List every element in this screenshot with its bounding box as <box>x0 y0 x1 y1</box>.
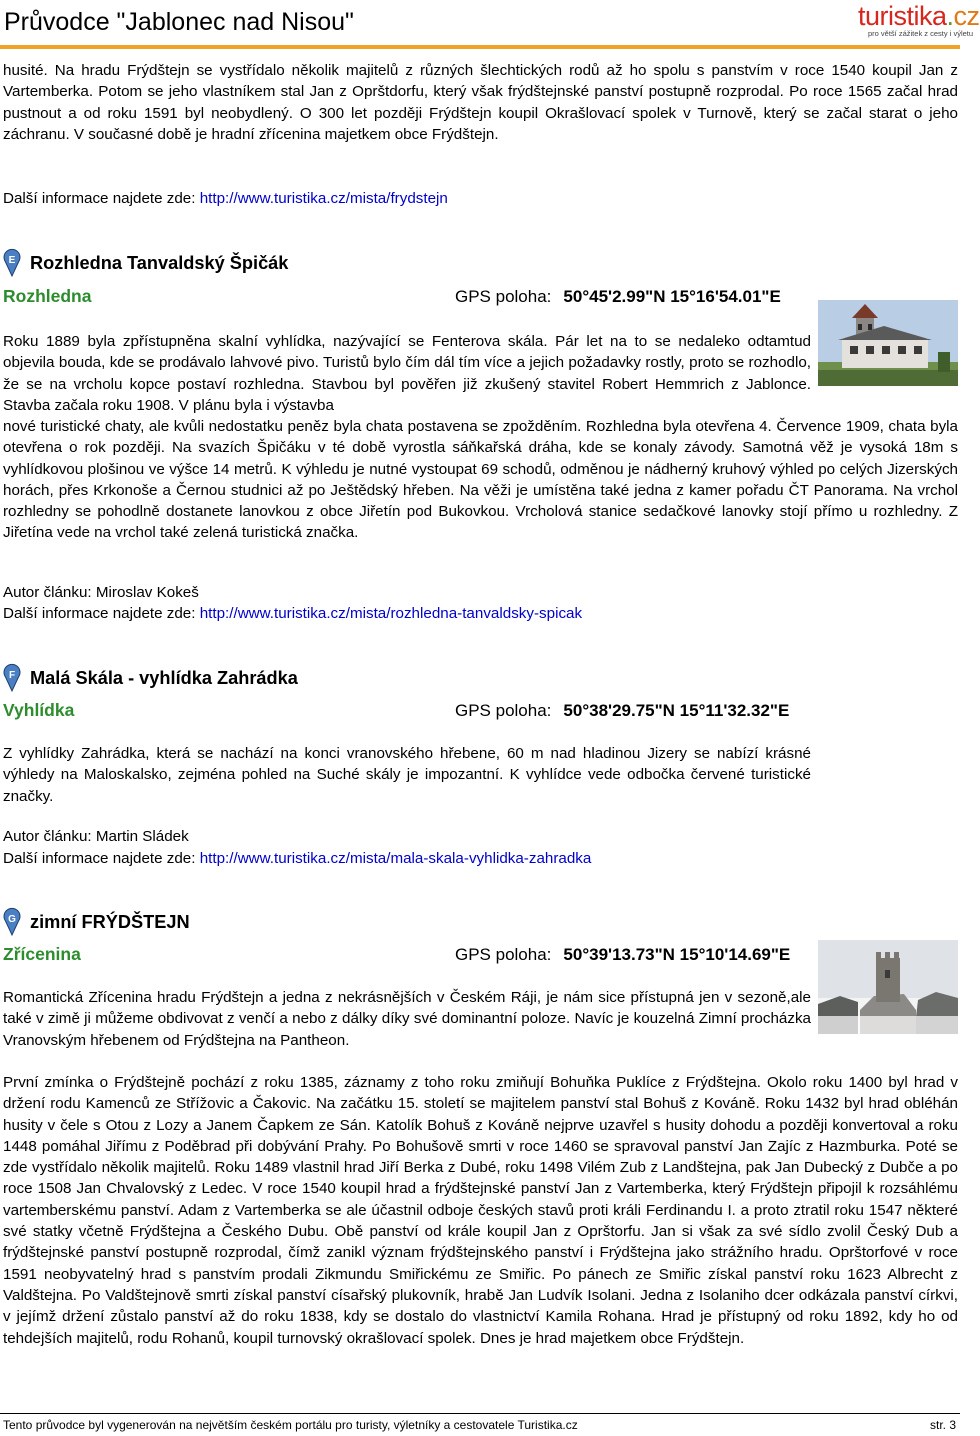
poi-e-text-wrapped: Roku 1889 byla zpřístupněna skalní vyhlídka, nazývající se Fenterova skála. Pár let na to se nedaleko odtamtud objevila bouda, kde se prodávalo lahvové pivo. Turistů bylo čím dál tím více a jejich požadavky rostly, proto se rozhodlo, že se na vrcholu kopce postaví rozhledna. Stavbou byl pověřen již zkušený stavitel Robert Hemmrich z Jablonce. Stavba začala roku 1908. V plánu byla i výstavba <box>3 333 811 414</box>
tanvaldsky-spicak-photo <box>818 300 958 386</box>
poi-g-history-text: První zmínka o Frýdštejně pochází z roku 1385, záznamy z toho roku zmiňují Bohuňka Puklíce z Frýdštejna. Okolo roku 1400 byl hrad v držení rodu Kamenců ze Střížovic a Čakovic. Na začátku 15. století se majitelem panství stal Bohuš z Kováně. Roku 1432 byl hrad obléhán husity v čele s Otou z Lozy a Janem Čapkem ze Sán. Katolík Bohuš z Kováně nejprve uzavřel s husity dohodu a později konvertoval a roku 1448 pomáhal Jiřímu z Poděbrad při dobývání Prahy. Po Bohušově smrti v roce 1460 se spravoval panství Jan Zajíc z Hazmburka. Poté se zde vystřídalo několik majitelů. Roku 1489 vlastnil hrad Jiří Berka z Dubé, roku 1498 Vilém Zub z Landštejna, pak Jan Dubecký z Dubče a po roce 1508 Jan Chvalovský z Ledec. V roce 1540 koupil hrad a frýdštejnské panství Jan z Vartemberka, který Frýdštejn připojil k rozsáhlému vartemberskému panství. Adam z Vartemberka se ale účastnil odboje českých stavů proti králi Ferdinandu I. a proto ztratil roku 1547 některé své statky včetně Frýdštejna a Českého Dubu. Obě panství od krále koupil Jan z Oprštorfu. Jan si však za své sídlo zvolil Český Dub a frýdštejnské panství postupně rozprodal, čímž zanikl význam frýdštejnského panství i Frýdštejna jako strážního hradu. Oprštorfové v roce 1591 neobyvatelný hrad s panstvím prodali Zikmundu Smiřickému ze Smiřic. Po pánech ze Smiřic získal panství roku 1623 Albrecht z Valdštejna. Po Valdštejnově smrti získal panství císařský plukovník, hrabě Jan Ludvík Isolani. Jedna z Isolaniho dcer odkázala panství církvi, v jejímž držení zůstalo panství až do roku 1838, kdy se dostalo do vlastnictví Kamila Rohana. Hrad je přístupný od roku 1892, kdy ho od tehdejších majitelů, rodu Rohanů, koupil turnovský okrašlovací spolek. Dnes je hrad majetkem obce Frýdštejn. <box>3 1074 958 1347</box>
frydstejn-link[interactable]: http://www.turistika.cz/mista/frydstejn <box>199 190 448 207</box>
rozhledna-link[interactable]: http://www.turistika.cz/mista/rozhledna-tanvaldsky-spicak <box>199 605 583 622</box>
gps-label: GPS poloha: <box>455 287 552 306</box>
gps-value: 50°38'29.75"N 15°11'32.32"E <box>563 701 790 720</box>
footer-note: Tento průvodce byl vygenerován na největším českém portálu pro turisty, výletníky a cestovatele Turistika.cz <box>3 1418 578 1432</box>
frydstejn-winter-photo <box>818 940 958 1034</box>
intro-more-info <box>3 190 448 207</box>
poi-type-rozhledna: Rozhledna <box>3 286 92 306</box>
gps-position-e <box>455 287 781 307</box>
more-info-label: Další informace najdete zde: <box>3 850 196 867</box>
page-title: Průvodce "Jablonec nad Nisou" <box>4 8 354 36</box>
turistika-logo[interactable] <box>856 1 980 39</box>
poi-title-tanvaldsky-spicak: Rozhledna Tanvaldský Špičák <box>30 253 289 273</box>
gps-position-f <box>455 701 789 721</box>
poi-title-zimni-frydstejn: zimní FRÝDŠTEJN <box>30 912 190 932</box>
map-pin-f-icon <box>3 664 21 692</box>
header-divider <box>0 45 960 49</box>
map-pin-e-icon <box>3 249 21 277</box>
gps-value: 50°45'2.99"N 15°16'54.01"E <box>563 287 781 306</box>
poi-type-zricenina: Zřícenina <box>3 944 81 964</box>
poi-e-text: nové turistické chaty, ale kvůli nedostatku peněz byla chata postavena se zpožděním. Rozhledna byla otevřena 4. Července 1909, chata byla otevřena o rok později. Na svazích Špičáku v té době vyrostla sáňkařská dráha, kde se konaly závody. Samotná věž je vysoká 18m s vyhlídkovou plošinou ve výšce 14 metrů. K výhledu je nutné vystoupat 69 schodů, odměnou je nádherný kruhový výhled po celých Jizerských horách, přes Krkonoše a Černou studnici až po Ještědský hřeben. Na věži je umístěna také jedna z kamer pořadu ČT Panorama. Na vrchol rozhledny se pohodlně dostanete lanovkou z obce Jiřetín pod Bukovkou. Vrcholová stanice sedačkové lanovky stojí přímo u rozhledny. Z Jiřetína vede na vrchol také zelená turistická značka. <box>3 418 958 542</box>
poi-title-zahradka: Malá Skála - vyhlídka Zahrádka <box>30 668 298 688</box>
footer-divider <box>0 1413 960 1414</box>
poi-f-more-info <box>3 850 591 867</box>
intro-paragraph: husité. Na hradu Frýdštejn se vystřídalo několik majitelů z různých šlechtických rodů až ho spolu s panstvím v roce 1540 koupil Jan z Vartemberka. Potom se jeho vlastníkem stal Jan z Oprštdorfu, který však frýdštejnské panství postupně rozprodal. Po roce 1565 začal hrad pustnout a od roku 1591 byl neobydlený. O 300 let později Frýdštejn koupil Okrašlovací spolek v Turnově, který se začal starat o jeho záchranu. V současné době je hradní zřícenina majetkem obce Frýdštejn. <box>3 62 958 143</box>
logo-tagline: pro větší zážitek z cesty i výletu <box>868 29 974 38</box>
logo-wordmark: turistika.cz <box>858 1 980 31</box>
poi-e-author: Autor článku: Miroslav Kokeš <box>3 584 199 601</box>
poi-f-author: Autor článku: Martin Sládek <box>3 828 189 845</box>
gps-label: GPS poloha: <box>455 945 552 964</box>
map-pin-g-icon <box>3 908 21 936</box>
page-number: str. 3 <box>929 1418 956 1432</box>
page-header <box>0 0 980 46</box>
more-info-label: Další informace najdete zde: <box>3 190 196 207</box>
gps-value: 50°39'13.73"N 15°10'14.69"E <box>563 945 791 964</box>
svg-text:G: G <box>8 914 16 925</box>
svg-text:E: E <box>8 255 16 266</box>
gps-position-g <box>455 945 790 965</box>
more-info-label: Další informace najdete zde: <box>3 605 196 622</box>
poi-g-text-wrapped: Romantická Zřícenina hradu Frýdštejn a jedna z nekrásnějších v Českém Ráji, je nám sice přístupná jen v sezoně,ale také v zimě ji můžeme obdivovat z venčí a nebo z dálky díky své dominantní poloze. Navíc je kouzelná Zimní procházka Vranovským hřebenem od Frýdštejna na Pantheon. <box>3 989 811 1049</box>
poi-type-vyhlidka: Vyhlídka <box>3 700 75 720</box>
zahradka-link[interactable]: http://www.turistika.cz/mista/mala-skala-vyhlidka-zahradka <box>199 850 592 867</box>
gps-label: GPS poloha: <box>455 701 552 720</box>
svg-text:F: F <box>8 670 16 681</box>
poi-e-more-info <box>3 605 582 622</box>
poi-f-text: Z vyhlídky Zahrádka, která se nachází na konci vranovského hřebene, 60 m nad hladinou Jizery se nabízí krásné výhledy na Maloskalsko, zejména pohled na Suché skály je impozantní. K vyhlídce vede odbočka červené turistické značky. <box>3 745 811 805</box>
